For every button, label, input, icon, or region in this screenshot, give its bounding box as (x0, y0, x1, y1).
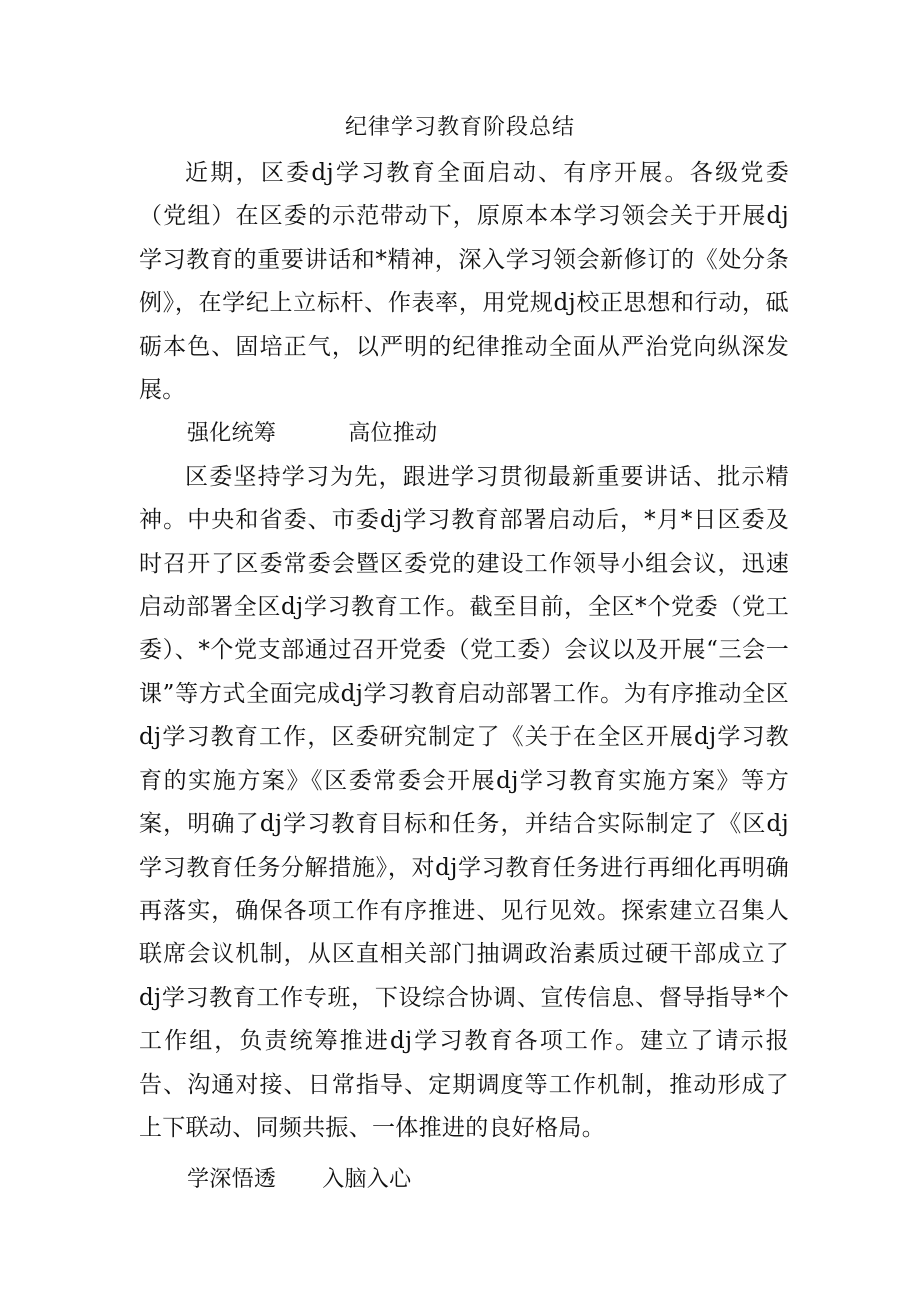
section-1-paragraph: 区委坚持学习为先，跟进学习贯彻最新重要讲话、批示精神。中央和省委、市委dj学习教育部署启动后，*月*日区委及时召开了区委常委会暨区委党的建设工作领导小组会议，迅速启动部署全区dj学习教育工作。截至目前，全区*个党委（党工委）、*个党支部通过召开党委（党工委）会议以及开展“三会一课”等方式全面完成dj学习教育启动部署工作。为有序推动全区dj学习教育工作，区委研究制定了《关于在全区开展dj学习教育的实施方案》《区委常委会开展dj学习教育实施方案》等方案，明确了dj学习教育目标和任务，并结合实际制定了《区dj学习教育任务分解措施》，对dj学习教育任务进行再细化再明确再落实，确保各项工作有序推进、见行见效。探索建立召集人联席会议机制，从区直相关部门抽调政治素质过硬干部成立了dj学习教育工作专班，下设综合协调、宣传信息、督导指导*个工作组，负责统筹推进dj学习教育各项工作。建立了请示报告、沟通对接、日常指导、定期调度等工作机制，推动形成了上下联动、同频共振、一体推进的良好格局。 (139, 463, 789, 1141)
section-heading-2 (139, 1158, 789, 1201)
page-title: 纪律学习教育阶段总结 (344, 115, 575, 140)
intro-paragraph: 近期，区委dj学习教育全面启动、有序开展。各级党委（党组）在区委的示范带动下，原原本本学习领会关于开展dj学习教育的重要讲话和*精神，深入学习领会新修订的《处分条例》，在学纪上立标杆、作表率，用党规dj校正思想和行动，砥砺本色、固培正气，以严明的纪律推动全面从严治党向纵深发展。 (139, 160, 789, 404)
section-heading-1-left: 强化统筹 (187, 421, 277, 447)
section-heading-1-right: 高位推动 (348, 421, 438, 447)
section-heading-1 (139, 412, 789, 455)
section-heading-2-right: 入脑入心 (322, 1167, 412, 1193)
document-body (139, 152, 789, 1202)
section-heading-2-left: 学深悟透 (187, 1167, 277, 1193)
